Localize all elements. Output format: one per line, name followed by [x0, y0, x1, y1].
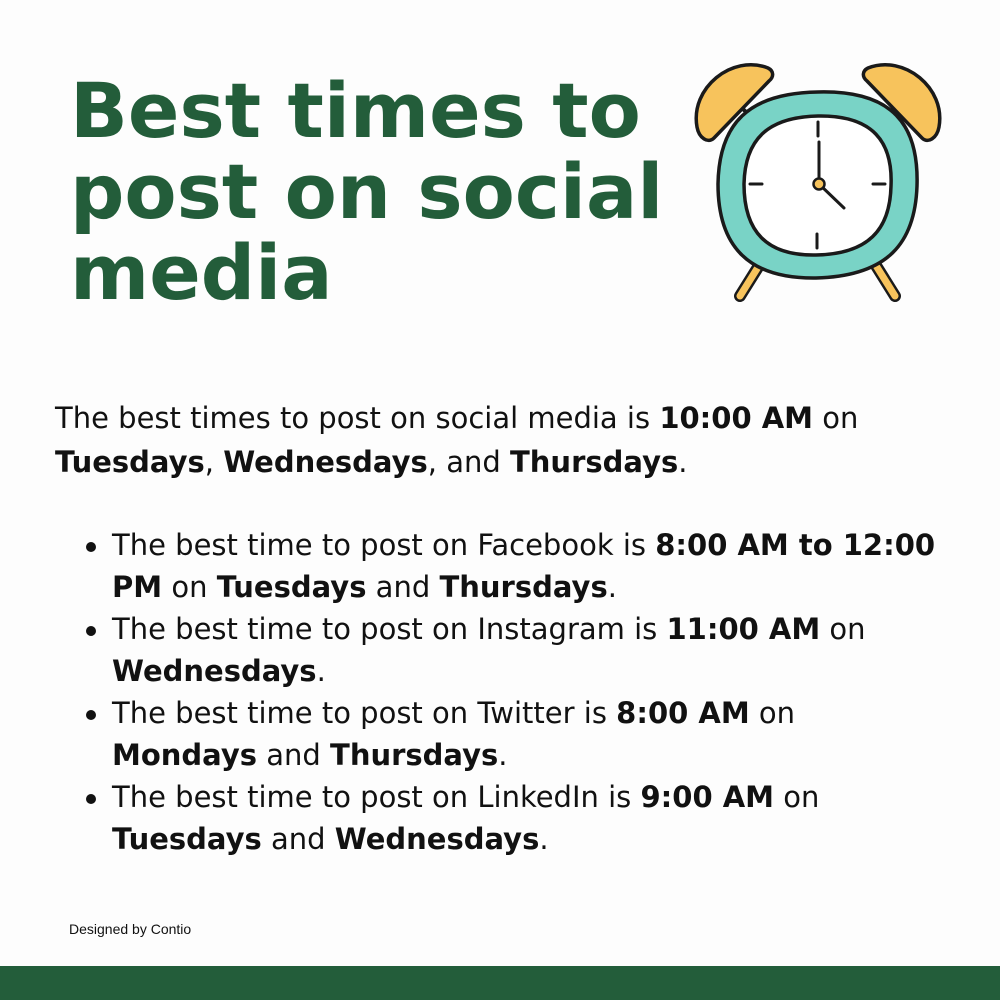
- item-text: The best time to post on Instagram is: [112, 612, 667, 646]
- item-text: .: [607, 570, 617, 604]
- item-text: .: [498, 738, 508, 772]
- item-text: on: [820, 612, 866, 646]
- intro-text-1: The best times to post on social media is: [55, 401, 660, 435]
- item-text: The best time to post on Twitter is: [112, 696, 617, 730]
- list-item-facebook: [112, 524, 952, 608]
- intro-text-4: , and: [427, 445, 510, 479]
- designer-credit: Designed by Contio: [69, 921, 192, 937]
- item-text: and: [261, 822, 335, 856]
- intro-day-1: Tuesdays: [55, 445, 205, 479]
- item-time: 8:00 AM to 12:00 PM: [112, 528, 936, 604]
- title-line-1: Best times to: [70, 66, 641, 155]
- intro-text-2: on: [813, 401, 859, 435]
- list-item-instagram: [112, 608, 952, 692]
- item-text: The best time to post on LinkedIn is: [112, 780, 641, 814]
- item-time: 11:00 AM: [666, 612, 821, 646]
- item-day: Thursdays: [439, 570, 608, 604]
- item-text: .: [316, 654, 326, 688]
- intro-text-5: .: [678, 445, 688, 479]
- title-line-2: post on social: [70, 147, 664, 236]
- title-line-3: media: [70, 228, 333, 317]
- list-item-linkedin: [112, 776, 952, 860]
- item-day: Thursdays: [330, 738, 499, 772]
- item-text: The best time to post on Facebook is: [112, 528, 656, 562]
- item-day: Tuesdays: [112, 822, 262, 856]
- intro-text-3: ,: [204, 445, 224, 479]
- list-item-twitter: [112, 692, 952, 776]
- item-day: Tuesdays: [216, 570, 367, 604]
- item-day: Wednesdays: [112, 654, 317, 688]
- alarm-clock-icon: [688, 50, 948, 306]
- footer-bar: [0, 966, 1000, 1000]
- item-time: 8:00 AM: [616, 696, 750, 730]
- item-text: .: [539, 822, 549, 856]
- item-text: on: [162, 570, 217, 604]
- item-text: on: [774, 780, 820, 814]
- item-text: and: [366, 570, 440, 604]
- item-day: Wednesdays: [334, 822, 540, 856]
- item-text: on: [749, 696, 796, 730]
- item-text: and: [257, 738, 331, 772]
- intro-paragraph: [55, 396, 955, 484]
- intro-day-3: Thursdays: [510, 445, 679, 479]
- page-title: [70, 66, 690, 317]
- item-day: Mondays: [112, 738, 258, 772]
- platform-list: [112, 524, 952, 860]
- intro-day-2: Wednesdays: [223, 445, 428, 479]
- intro-time: 10:00 AM: [659, 401, 814, 435]
- item-time: 9:00 AM: [640, 780, 775, 814]
